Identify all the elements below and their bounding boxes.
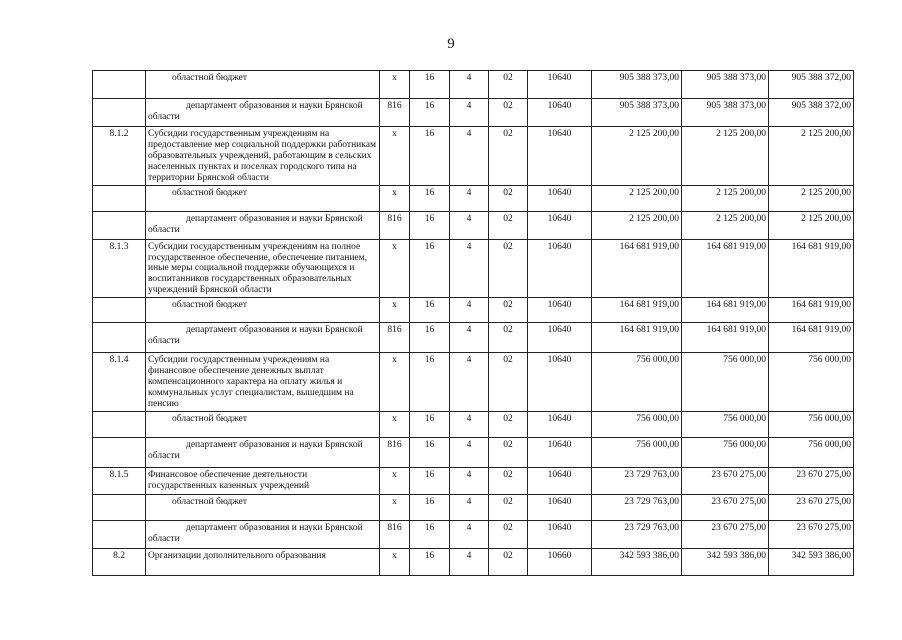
- amount-1-cell: 23 729 763,00: [592, 494, 682, 520]
- amount-1-cell: 756 000,00: [592, 437, 682, 467]
- item-name-cell: [146, 353, 380, 412]
- article-cell: 02: [489, 437, 528, 467]
- amount-3-cell: 164 681 919,00: [769, 323, 854, 353]
- item-number-cell: 8.1.4: [93, 353, 146, 412]
- subsection-cell: 4: [450, 411, 489, 437]
- section-cell: 16: [410, 127, 450, 186]
- subsection-cell: 4: [450, 239, 489, 298]
- code-cell: x: [380, 185, 410, 211]
- amount-2-cell: 756 000,00: [682, 353, 769, 412]
- subsection-cell: 4: [450, 467, 489, 494]
- section-cell: 16: [410, 239, 450, 298]
- item-name-cell: [146, 323, 380, 353]
- page-number: 9: [447, 36, 455, 52]
- target-code-cell: 10640: [528, 127, 592, 186]
- amount-2-cell: 23 670 275,00: [682, 494, 769, 520]
- item-name-text: областной бюджет: [172, 300, 248, 311]
- code-cell: 816: [380, 211, 410, 239]
- amount-3-cell: 905 388 372,00: [769, 71, 854, 99]
- article-cell: 02: [489, 411, 528, 437]
- item-name-cell: [146, 127, 380, 186]
- table-row: [93, 467, 854, 494]
- table-row: [93, 437, 854, 467]
- item-name-text: областной бюджет: [172, 413, 248, 424]
- subsection-cell: 4: [450, 127, 489, 186]
- article-cell: 02: [489, 99, 528, 127]
- article-cell: 02: [489, 467, 528, 494]
- subsection-cell: 4: [450, 71, 489, 99]
- item-name-cell: [146, 71, 380, 99]
- target-code-cell: 10640: [528, 71, 592, 99]
- section-cell: 16: [410, 520, 450, 548]
- amount-2-cell: 905 388 373,00: [682, 99, 769, 127]
- section-cell: 16: [410, 71, 450, 99]
- item-name-text: Субсидии государственным учреждениям на предоставление мер социальной поддержки работникам образовательных учреждений, работающим в сельских населенных пунктах и поселках городского типа на территории Брянской области: [148, 129, 376, 183]
- article-cell: 02: [489, 127, 528, 186]
- section-cell: 16: [410, 411, 450, 437]
- article-cell: 02: [489, 298, 528, 323]
- code-cell: x: [380, 127, 410, 186]
- amount-1-cell: 164 681 919,00: [592, 298, 682, 323]
- article-cell: 02: [489, 239, 528, 298]
- item-name-text: областной бюджет: [172, 187, 248, 198]
- amount-1-cell: 164 681 919,00: [592, 239, 682, 298]
- item-name-text: областной бюджет: [172, 73, 248, 83]
- item-name-text: департамент образования и науки Брянской области: [148, 325, 363, 347]
- item-name-text: Финансовое обеспечение деятельности государственных казенных учреждений: [148, 469, 310, 491]
- item-name-cell: [146, 239, 380, 298]
- amount-3-cell: 23 670 275,00: [769, 467, 854, 494]
- section-cell: 16: [410, 548, 450, 575]
- amount-3-cell: 756 000,00: [769, 437, 854, 467]
- item-number-cell: [93, 411, 146, 437]
- section-cell: 16: [410, 437, 450, 467]
- amount-2-cell: 905 388 373,00: [682, 71, 769, 99]
- section-cell: 16: [410, 353, 450, 412]
- amount-1-cell: 164 681 919,00: [592, 323, 682, 353]
- item-name-cell: [146, 185, 380, 211]
- table-row: [93, 323, 854, 353]
- item-name-cell: [146, 411, 380, 437]
- item-name-text: Субсидии государственным учреждениям на финансовое обеспечение денежных выплат компенсационного характера на оплату жилья и коммунальных услуг специалистам, вышедшим на пенсию: [148, 355, 354, 409]
- item-number-cell: [93, 71, 146, 99]
- item-number-cell: 8.1.5: [93, 467, 146, 494]
- target-code-cell: 10640: [528, 323, 592, 353]
- amount-2-cell: 164 681 919,00: [682, 323, 769, 353]
- amount-1-cell: 23 729 763,00: [592, 520, 682, 548]
- item-name-cell: [146, 467, 380, 494]
- amount-2-cell: 756 000,00: [682, 437, 769, 467]
- amount-3-cell: 905 388 372,00: [769, 99, 854, 127]
- amount-3-cell: 756 000,00: [769, 411, 854, 437]
- target-code-cell: 10640: [528, 211, 592, 239]
- subsection-cell: 4: [450, 323, 489, 353]
- amount-3-cell: 23 670 275,00: [769, 520, 854, 548]
- item-name-cell: [146, 99, 380, 127]
- item-name-cell: [146, 520, 380, 548]
- item-name-cell: [146, 211, 380, 239]
- code-cell: x: [380, 548, 410, 575]
- code-cell: x: [380, 494, 410, 520]
- target-code-cell: 10640: [528, 239, 592, 298]
- target-code-cell: 10640: [528, 298, 592, 323]
- subsection-cell: 4: [450, 298, 489, 323]
- amount-1-cell: 905 388 373,00: [592, 71, 682, 99]
- target-code-cell: 10640: [528, 353, 592, 412]
- table-row: [93, 411, 854, 437]
- amount-1-cell: 2 125 200,00: [592, 211, 682, 239]
- budget-table: [92, 70, 854, 576]
- amount-2-cell: 756 000,00: [682, 411, 769, 437]
- item-name-text: Субсидии государственным учреждениям на полное государственное обеспечение, обеспечение питанием, иные меры социальной поддержки обучающихся и воспитанников государственных образовательных учреждений Брянской области: [148, 241, 368, 296]
- amount-2-cell: 164 681 919,00: [682, 298, 769, 323]
- item-name-text: областной бюджет: [172, 496, 248, 507]
- amount-1-cell: 2 125 200,00: [592, 185, 682, 211]
- target-code-cell: 10640: [528, 185, 592, 211]
- section-cell: 16: [410, 211, 450, 239]
- article-cell: 02: [489, 211, 528, 239]
- section-cell: 16: [410, 298, 450, 323]
- code-cell: 816: [380, 323, 410, 353]
- target-code-cell: 10660: [528, 548, 592, 575]
- section-cell: 16: [410, 494, 450, 520]
- subsection-cell: 4: [450, 437, 489, 467]
- amount-3-cell: 342 593 386,00: [769, 548, 854, 575]
- subsection-cell: 4: [450, 548, 489, 575]
- subsection-cell: 4: [450, 211, 489, 239]
- amount-1-cell: 23 729 763,00: [592, 467, 682, 494]
- item-number-cell: [93, 185, 146, 211]
- amount-3-cell: 23 670 275,00: [769, 494, 854, 520]
- code-cell: x: [380, 411, 410, 437]
- item-name-text: Организации дополнительного образования: [148, 550, 326, 561]
- item-name-text: департамент образования и науки Брянской области: [148, 522, 363, 544]
- item-name-text: департамент образования и науки Брянской области: [148, 213, 363, 235]
- code-cell: x: [380, 71, 410, 99]
- subsection-cell: 4: [450, 353, 489, 412]
- article-cell: 02: [489, 323, 528, 353]
- amount-2-cell: 342 593 386,00: [682, 548, 769, 575]
- article-cell: 02: [489, 185, 528, 211]
- amount-1-cell: 756 000,00: [592, 411, 682, 437]
- code-cell: x: [380, 353, 410, 412]
- section-cell: 16: [410, 323, 450, 353]
- subsection-cell: 4: [450, 185, 489, 211]
- item-number-cell: 8.1.2: [93, 127, 146, 186]
- table-row: [93, 185, 854, 211]
- item-name-text: департамент образования и науки Брянской области: [148, 101, 363, 122]
- item-name-cell: [146, 298, 380, 323]
- item-number-cell: [93, 437, 146, 467]
- code-cell: x: [380, 239, 410, 298]
- code-cell: x: [380, 467, 410, 494]
- table-row: [93, 239, 854, 298]
- item-number-cell: 8.1.3: [93, 239, 146, 298]
- code-cell: 816: [380, 520, 410, 548]
- amount-1-cell: 342 593 386,00: [592, 548, 682, 575]
- item-number-cell: [93, 298, 146, 323]
- table-row: [93, 99, 854, 127]
- amount-1-cell: 905 388 373,00: [592, 99, 682, 127]
- table-row: [93, 71, 854, 99]
- article-cell: 02: [489, 71, 528, 99]
- code-cell: x: [380, 298, 410, 323]
- article-cell: 02: [489, 353, 528, 412]
- section-cell: 16: [410, 99, 450, 127]
- item-number-cell: [93, 520, 146, 548]
- amount-1-cell: 756 000,00: [592, 353, 682, 412]
- article-cell: 02: [489, 494, 528, 520]
- amount-3-cell: 2 125 200,00: [769, 211, 854, 239]
- amount-2-cell: 23 670 275,00: [682, 520, 769, 548]
- amount-3-cell: 164 681 919,00: [769, 298, 854, 323]
- section-cell: 16: [410, 467, 450, 494]
- subsection-cell: 4: [450, 99, 489, 127]
- target-code-cell: 10640: [528, 494, 592, 520]
- article-cell: 02: [489, 548, 528, 575]
- subsection-cell: 4: [450, 520, 489, 548]
- target-code-cell: 10640: [528, 520, 592, 548]
- amount-2-cell: 2 125 200,00: [682, 127, 769, 186]
- table-row: [93, 353, 854, 412]
- item-name-cell: [146, 548, 380, 575]
- item-name-cell: [146, 437, 380, 467]
- amount-1-cell: 2 125 200,00: [592, 127, 682, 186]
- item-number-cell: [93, 211, 146, 239]
- item-number-cell: [93, 323, 146, 353]
- item-number-cell: [93, 99, 146, 127]
- section-cell: 16: [410, 185, 450, 211]
- table-row: [93, 211, 854, 239]
- item-name-cell: [146, 494, 380, 520]
- amount-2-cell: 164 681 919,00: [682, 239, 769, 298]
- amount-2-cell: 23 670 275,00: [682, 467, 769, 494]
- item-number-cell: 8.2: [93, 548, 146, 575]
- amount-3-cell: 164 681 919,00: [769, 239, 854, 298]
- article-cell: 02: [489, 520, 528, 548]
- code-cell: 816: [380, 99, 410, 127]
- table-row: [93, 127, 854, 186]
- table-row: [93, 548, 854, 575]
- subsection-cell: 4: [450, 494, 489, 520]
- target-code-cell: 10640: [528, 411, 592, 437]
- amount-2-cell: 2 125 200,00: [682, 211, 769, 239]
- table-row: [93, 494, 854, 520]
- target-code-cell: 10640: [528, 467, 592, 494]
- amount-2-cell: 2 125 200,00: [682, 185, 769, 211]
- amount-3-cell: 2 125 200,00: [769, 185, 854, 211]
- target-code-cell: 10640: [528, 99, 592, 127]
- table-row: [93, 298, 854, 323]
- target-code-cell: 10640: [528, 437, 592, 467]
- table-row: [93, 520, 854, 548]
- item-name-text: департамент образования и науки Брянской области: [148, 439, 363, 461]
- code-cell: 816: [380, 437, 410, 467]
- amount-3-cell: 756 000,00: [769, 353, 854, 412]
- item-number-cell: [93, 494, 146, 520]
- amount-3-cell: 2 125 200,00: [769, 127, 854, 186]
